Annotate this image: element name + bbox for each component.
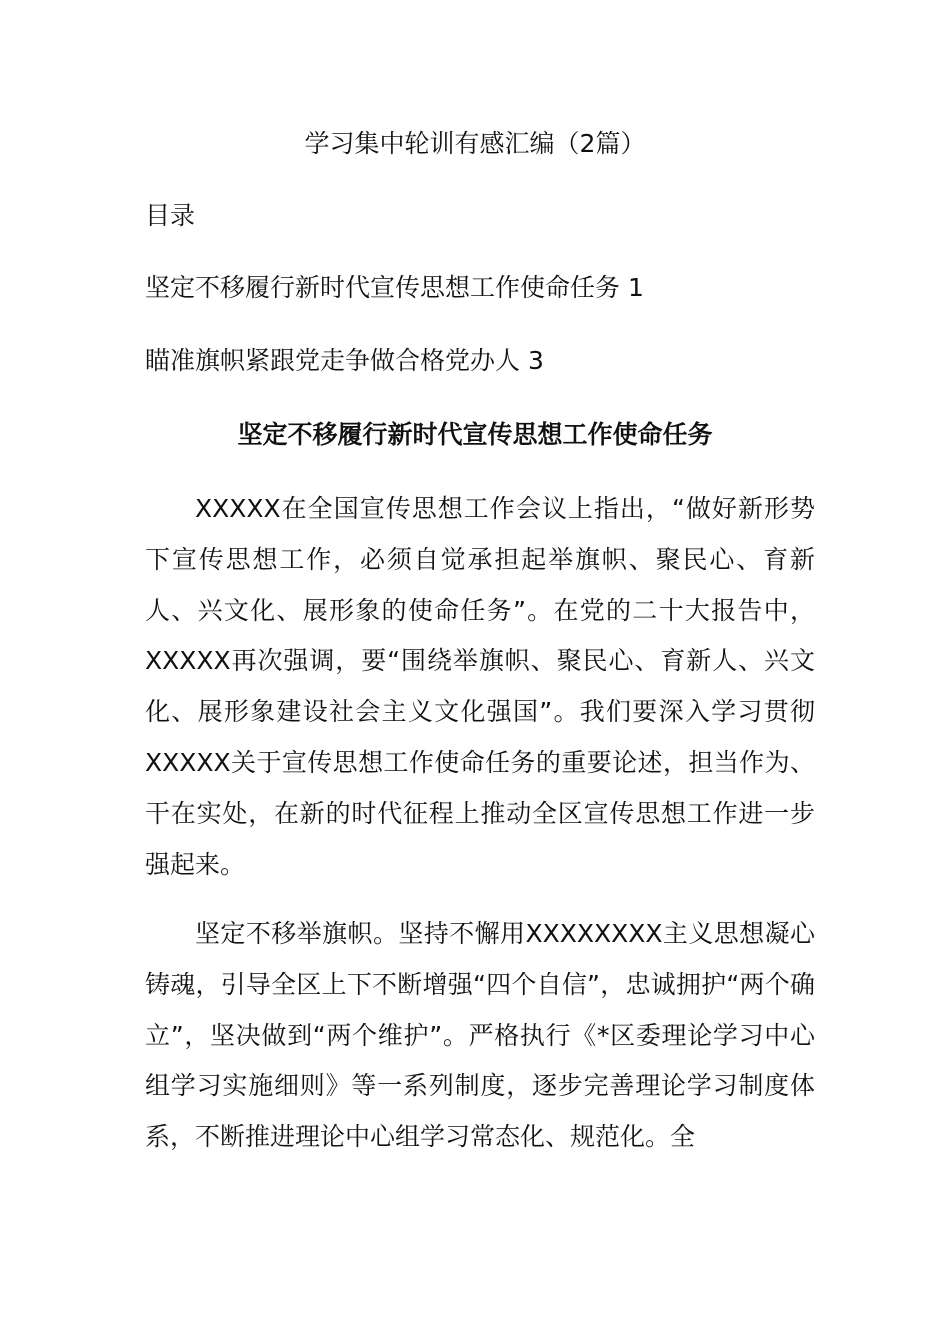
toc-item-page: 1 [627,273,644,302]
toc-item[interactable] [145,341,544,381]
toc-item-page: 3 [527,346,544,375]
body-paragraph: XXXXX在全国宣传思想工作会议上指出，“做好新形势下宣传思想工作，必须自觉承担起举旗帜、聚民心、育新人、兴文化、展形象的使命任务”。在党的二十大报告中，XXXXX再次强调，要“围绕举旗帜、聚民心、育新人、兴文化、展形象建设社会主义文化强国”。我们要深入学习贯彻XXXXX关于宣传思想工作使命任务的重要论述，担当作为、干在实处，在新的时代征程上推动全区宣传思想工作进一步强起来。 [145,494,815,879]
document-title: 学习集中轮训有感汇编（2篇） [304,129,646,158]
toc-item-label: 瞄准旗帜紧跟党走争做合格党办人 [145,346,521,375]
body-paragraph: 坚定不移举旗帜。坚持不懈用XXXXXXXX主义思想凝心铸魂，引导全区上下不断增强“四个自信”，忠诚拥护“两个确立”，坚决做到“两个维护”。严格执行《*区委理论学习中心组学习实施细则》等一系列制度，逐步完善理论学习制度体系，不断推进理论中心组学习常态化、规范化。全 [145,919,815,1152]
toc-heading: 目录 [145,201,196,230]
toc-item-label: 坚定不移履行新时代宣传思想工作使命任务 [145,273,621,302]
section-title: 坚定不移履行新时代宣传思想工作使命任务 [237,420,713,449]
toc-item[interactable] [145,268,644,308]
